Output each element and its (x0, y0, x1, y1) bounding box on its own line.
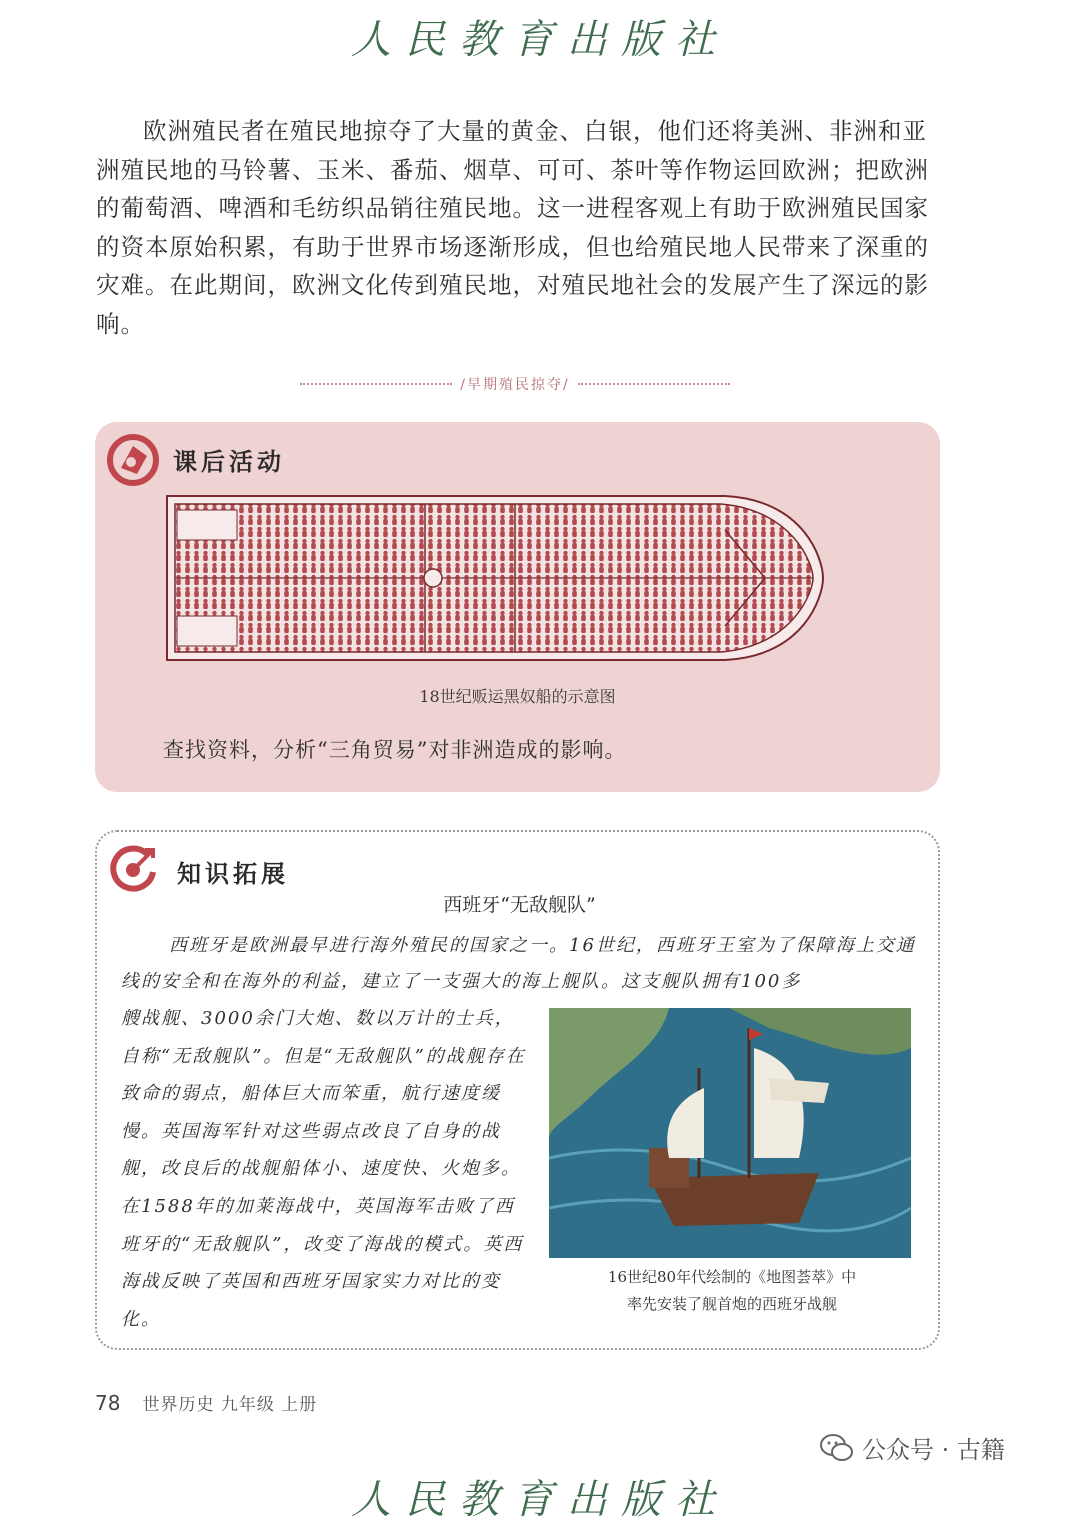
knowledge-box (95, 830, 940, 1350)
knowledge-subtitle: 西班牙“无敌舰队” (443, 894, 596, 916)
book-title: 世界历史 九年级 上册 (142, 1395, 318, 1415)
page-footer (95, 1390, 317, 1415)
wechat-watermark (820, 1430, 1005, 1465)
spanish-warship-painting (549, 1008, 911, 1258)
knowledge-paragraph-1: 西班牙是欧洲最早进行海外殖民的国家之一。16世纪，西班牙王室为了保障海上交通线的安全和在海外的利益，建立了一支强大的海上舰队。这支舰队拥有100多 (121, 935, 916, 992)
page-number: 78 (95, 1391, 121, 1415)
divider-dots-left (300, 383, 452, 385)
painting-caption (537, 1264, 927, 1318)
knowledge-paragraph-2: 艘战舰、3000余门大炮、数以万计的士兵，自称“无敌舰队”。但是“无敌舰队”的战舰存在致命的弱点，船体巨大而笨重，航行速度缓慢。英国海军针对这些弱点改良了自身的战舰，改良后的战舰船体小、速度快、火炮多。在1588年的加莱海战中，英国海军击败了西班牙的“无敌舰队”，改变了海战的模式。英西海战反映了英国和西班牙国家实力对比的变化。 (121, 1008, 526, 1330)
section-label: /早期殖民掠夺/ (460, 377, 570, 393)
knowledge-icon (107, 842, 159, 894)
activity-question: 查找资料，分析“三角贸易”对非洲造成的影响。 (163, 738, 627, 762)
main-paragraph: 欧洲殖民者在殖民地掠夺了大量的黄金、白银，他们还将美洲、非洲和亚洲殖民地的马铃薯、玉米、番茄、烟草、可可、茶叶等作物运回欧洲；把欧洲的葡萄酒、啤酒和毛纺织品销往殖民地。这一进程客观上有助于欧洲殖民国家的资本原始积累，有助于世界市场逐渐形成，但也给殖民地人民带来了深重的灾难。在此期间，欧洲文化传到殖民地，对殖民地社会的发展产生了深远的影响。 (96, 117, 929, 338)
activity-title: 课后活动 (173, 448, 285, 476)
publisher-footer: 人民教育出版社 (351, 1477, 729, 1523)
activity-icon (107, 434, 159, 486)
section-divider (300, 372, 730, 396)
watermark-text: 公众号 · 古籍 (862, 1436, 1005, 1464)
activity-box (95, 422, 940, 792)
painting-caption-line-1: 16世纪80年代绘制的《地图荟萃》中 (607, 1268, 857, 1286)
slave-ship-illustration (165, 490, 825, 666)
divider-dots-right (578, 383, 730, 385)
painting-caption-line-2: 率先安装了舰首炮的西班牙战舰 (626, 1295, 837, 1313)
publisher-header: 人民教育出版社 (351, 17, 729, 63)
knowledge-title: 知识拓展 (177, 860, 289, 888)
ship-figure-caption: 18世纪贩运黑奴船的示意图 (419, 687, 616, 706)
wechat-icon (820, 1433, 854, 1463)
